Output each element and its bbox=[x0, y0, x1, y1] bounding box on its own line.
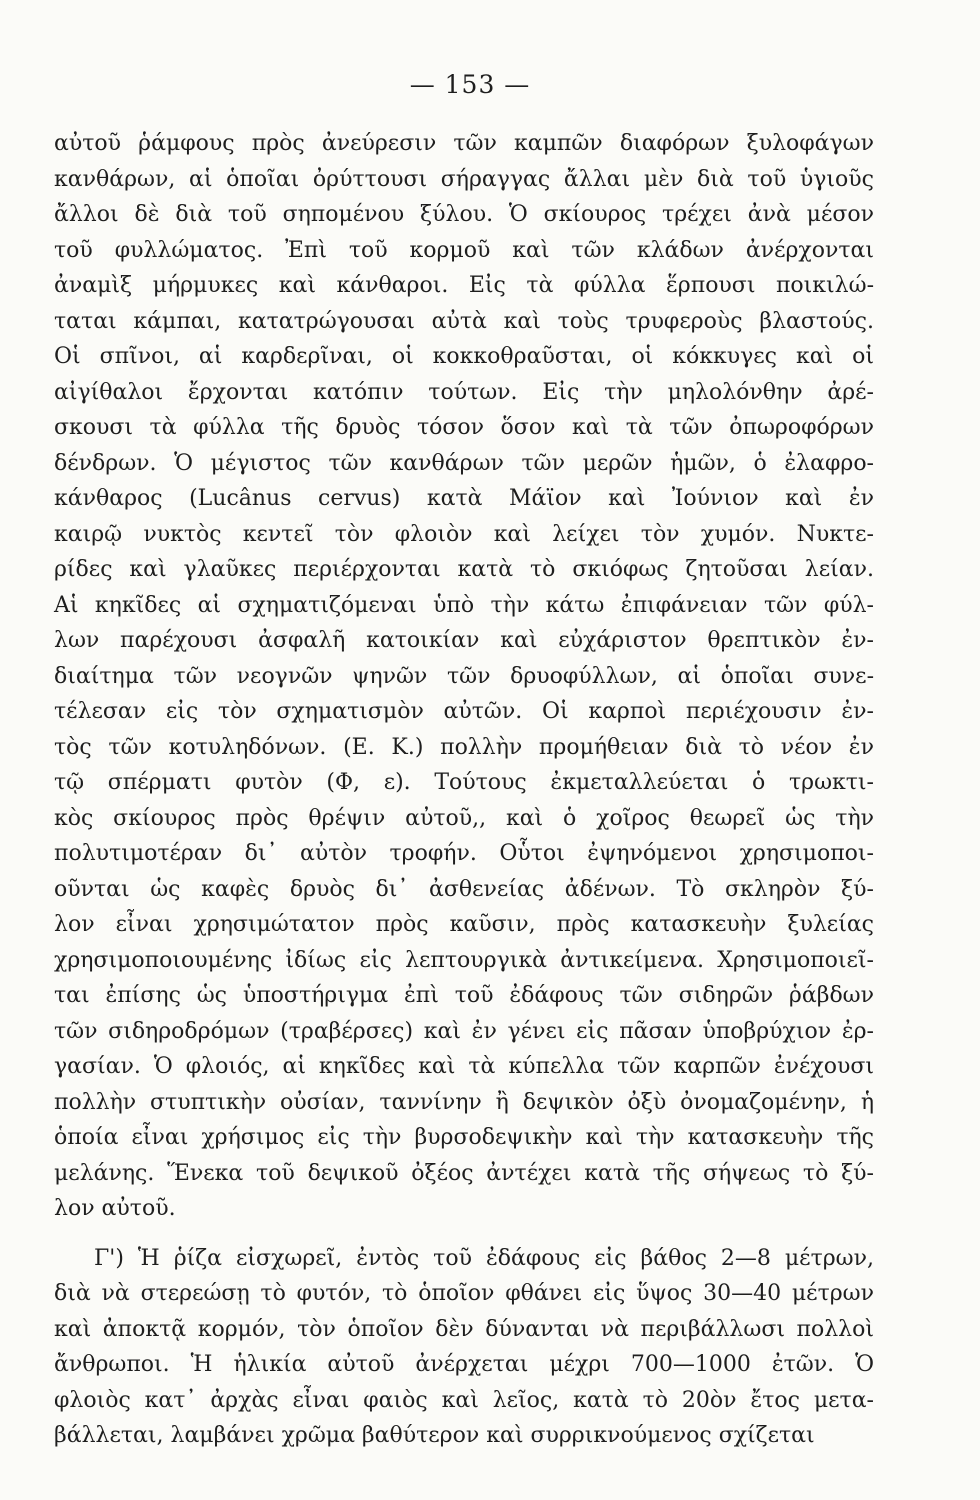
text-line: ται ἐπίσης ὡς ὑποστήριγμα ἐπὶ τοῦ ἐδάφους τῶν σιδηρῶν ῥάβδων bbox=[54, 983, 874, 1008]
text-line: διαίτημα τῶν νεογνῶν ψηνῶν τῶν δρυοφύλλων, αἱ ὁποῖαι συνε- bbox=[54, 663, 874, 689]
text-line: δένδρων. Ὁ μέγιστος τῶν κανθάρων τῶν μερῶν ἡμῶν, ὁ ἐλαφρο- bbox=[54, 450, 874, 476]
body-text bbox=[54, 126, 874, 1454]
text-line: πολλὴν στυπτικὴν οὐσίαν, ταννίνην ἢ δεψικὸν ὀξὺ ὀνομαζομένην, ἡ bbox=[54, 1089, 874, 1115]
text-line: κὸς σκίουρος πρὸς θρέψιν αὐτοῦ,, καὶ ὁ χοῖρος θεωρεῖ ὡς τὴν bbox=[54, 805, 874, 831]
text-line: ἄλλοι δὲ διὰ τοῦ σηπομένου ξύλου. Ὁ σκίουρος τρέχει ἀνὰ μέσον bbox=[54, 202, 874, 227]
text-line: φλοιὸς κατ᾿ ἀρχὰς εἶναι φαιὸς καὶ λεῖος, κατὰ τὸ 20ὸν ἔτος μετα- bbox=[54, 1387, 874, 1413]
text-line: σκουσι τὰ φύλλα τῆς δρυὸς τόσον ὅσον καὶ τὰ τῶν ὀπωροφόρων bbox=[54, 415, 874, 440]
text-line: Οἱ σπῖνοι, αἱ καρδερῖναι, οἱ κοκκοθραῦσται, οἱ κόκκυγες καὶ οἱ bbox=[54, 344, 874, 369]
text-line: αἰγίθαλοι ἔρχονται κατόπιν τούτων. Εἰς τὴν μηλολόνθην ἀρέ- bbox=[54, 379, 874, 405]
text-line: λον αὐτοῦ. bbox=[54, 1196, 176, 1221]
text-line: χρησιμοποιουμένης ἰδίως εἰς λεπτουργικὰ ἀντικείμενα. Χρησιμοποιεῖ- bbox=[54, 947, 874, 973]
text-line: κάνθαρος (Lucânus cervus) κατὰ Μάϊον καὶ Ἰούνιον καὶ ἐν bbox=[54, 486, 874, 511]
paragraph-1 bbox=[54, 126, 874, 1227]
text-line: ἄνθρωποι. Ἡ ἡλικία αὐτοῦ ἀνέρχεται μέχρι 700—1000 ἐτῶν. Ὁ bbox=[54, 1352, 874, 1377]
text-line: λον εἶναι χρησιμώτατον πρὸς καῦσιν, πρὸς κατασκευὴν ξυλείας bbox=[54, 912, 874, 937]
paragraph-2 bbox=[54, 1241, 874, 1454]
paragraph-gap bbox=[54, 1227, 874, 1241]
text-line: πολυτιμοτέραν δι᾿ αὐτὸν τροφήν. Οὗτοι ἐψηνόμενοι χρησιμοποι- bbox=[54, 841, 874, 866]
text-line: μελάνης. Ἕνεκα τοῦ δεψικοῦ ὀξέος ἀντέχει κατὰ τῆς σήψεως τὸ ξύ- bbox=[54, 1160, 874, 1186]
text-line: λων παρέχουσι ἀσφαλῆ κατοικίαν καὶ εὐχάριστον θρεπτικὸν ἐν- bbox=[54, 628, 874, 653]
text-line: καὶ ἀποκτᾷ κορμόν, τὸν ὁποῖον δὲν δύνανται νὰ περιβάλλωσι πολλοὶ bbox=[54, 1316, 874, 1342]
text-line: τοῦ φυλλώματος. Ἐπὶ τοῦ κορμοῦ καὶ τῶν κλάδων ἀνέρχονται bbox=[54, 237, 874, 263]
text-line: καιρῷ νυκτὸς κεντεῖ τὸν φλοιὸν καὶ λείχει τὸν χυμόν. Νυκτε- bbox=[54, 521, 874, 547]
text-line: Αἱ κηκῖδες αἱ σχηματιζόμεναι ὑπὸ τὴν κάτω ἐπιφάνειαν τῶν φύλ- bbox=[54, 592, 874, 618]
text-line: ἀναμὶξ μήρμυκες καὶ κάνθαροι. Εἰς τὰ φύλλα ἕρπουσι ποικιλώ- bbox=[54, 273, 874, 298]
text-line: κανθάρων, αἱ ὁποῖαι ὀρύττουσι σήραγγας ἄλλαι μὲν διὰ τοῦ ὑγιοῦς bbox=[54, 166, 874, 192]
text-line: τὸς τῶν κοτυληδόνων. (Ε. Κ.) πολλὴν προμήθειαν διὰ τὸ νέον ἐν bbox=[54, 734, 874, 760]
text-line: ὁποία εἶναι χρήσιμος εἰς τὴν βυρσοδεψικὴν καὶ τὴν κατασκευὴν τῆς bbox=[54, 1125, 874, 1150]
text-line: τῶν σιδηροδρόμων (τραβέρσες) καὶ ἐν γένει εἰς πᾶσαν ὑποβρύχιον ἐρ- bbox=[54, 1018, 874, 1044]
text-line: τῷ σπέρματι φυτὸν (Φ, ε). Τούτους ἐκμεταλλεύεται ὁ τρωκτι- bbox=[54, 770, 874, 795]
text-line: βάλλεται, λαμβάνει χρῶμα βαθύτερον καὶ συρρικνούμενος σχίζεται bbox=[54, 1423, 815, 1448]
text-line: ρίδες καὶ γλαῦκες περιέρχονται κατὰ τὸ σκιόφως ζητοῦσαι λείαν. bbox=[54, 557, 874, 582]
text-line: αὐτοῦ ῥάμφους πρὸς ἀνεύρεσιν τῶν καμπῶν διαφόρων ξυλοφάγων bbox=[54, 131, 874, 156]
text-line: διὰ νὰ στερεώσῃ τὸ φυτόν, τὸ ὁποῖον φθάνει εἰς ὕψος 30—40 μέτρων bbox=[54, 1281, 874, 1306]
text-line: τέλεσαν εἰς τὸν σχηματισμὸν αὐτῶν. Οἱ καρποὶ περιέχουσιν ἐν- bbox=[54, 699, 874, 724]
text-line: ταται κάμπαι, κατατρώγουσαι αὐτὰ καὶ τοὺς τρυφεροὺς βλαστούς. bbox=[54, 308, 874, 334]
text-line: οῦνται ὡς καφὲς δρυὸς δι᾿ ἀσθενείας ἀδένων. Τὸ σκληρὸν ξύ- bbox=[54, 876, 874, 902]
text-line: Γ') Ἡ ῥίζα εἰσχωρεῖ, ἐντὸς τοῦ ἐδάφους εἰς βάθος 2—8 μέτρων, bbox=[94, 1245, 874, 1271]
text-line: γασίαν. Ὁ φλοιός, αἱ κηκῖδες καὶ τὰ κύπελλα τῶν καρπῶν ἐνέχουσι bbox=[54, 1054, 874, 1079]
page-number: — 153 — bbox=[409, 70, 531, 99]
